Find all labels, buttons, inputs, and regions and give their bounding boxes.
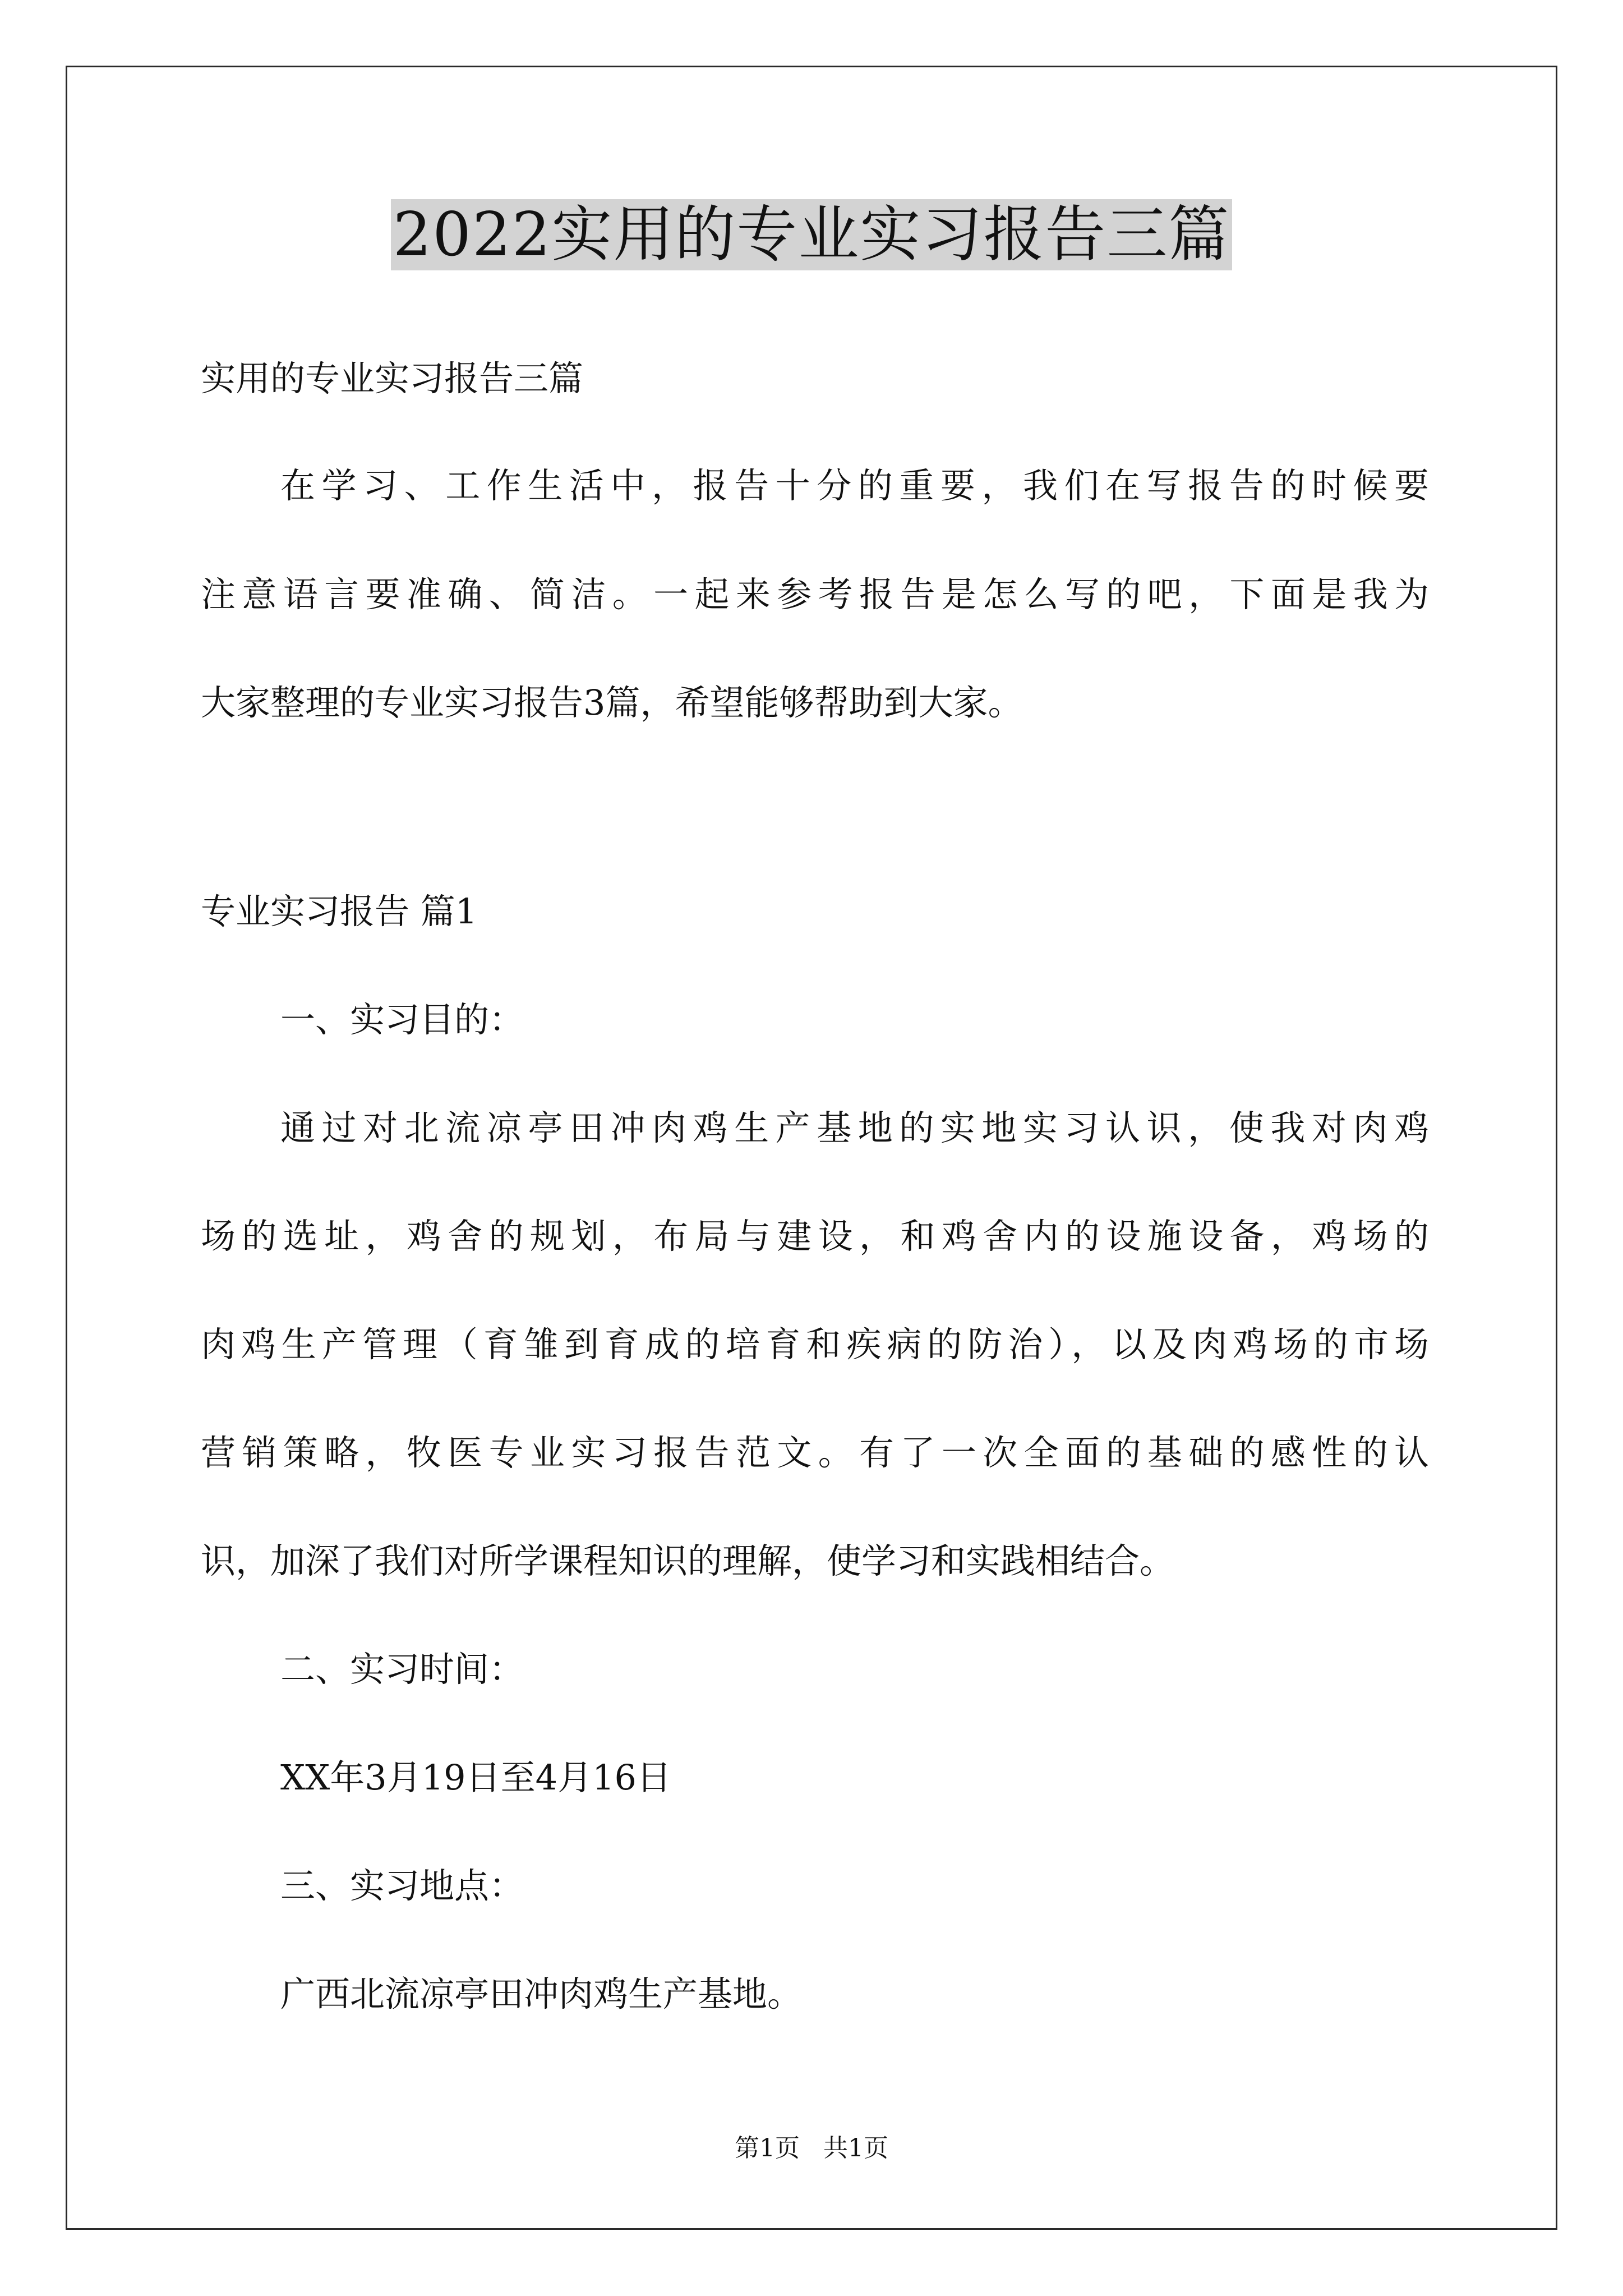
purpose-line-3: 肉鸡生产管理（育雏到育成的培育和疾病的防治），以及肉鸡场的市场 [201, 1324, 1429, 1365]
document-title: 2022实用的专业实习报告三篇 [391, 199, 1233, 270]
purpose-line-4: 营销策略，牧医专业实习报告范文。有了一次全面的基础的感性的认 [201, 1432, 1429, 1473]
time-value: XX年3月19日至4月16日 [280, 1757, 671, 1798]
place-heading: 三、实习地点： [280, 1865, 524, 1906]
intro-line-1: 在学习、工作生活中，报告十分的重要，我们在写报告的时候要 [280, 465, 1429, 506]
document-subtitle: 实用的专业实习报告三篇 [201, 358, 584, 399]
time-heading: 二、实习时间： [280, 1649, 524, 1690]
section-heading: 专业实习报告 篇1 [201, 891, 478, 932]
purpose-heading: 一、实习目的： [280, 999, 524, 1040]
title-container [0, 199, 1623, 270]
page-footer: 第1页 共1页 [735, 2134, 888, 2162]
purpose-line-1: 通过对北流凉亭田冲肉鸡生产基地的实地实习认识，使我对肉鸡 [280, 1107, 1429, 1148]
purpose-line-2: 场的选址，鸡舍的规划，布局与建设，和鸡舍内的设施设备，鸡场的 [201, 1216, 1429, 1257]
intro-line-2: 注意语言要准确、简洁。一起来参考报告是怎么写的吧，下面是我为 [201, 574, 1429, 615]
intro-line-3: 大家整理的专业实习报告3篇，希望能够帮助到大家。 [201, 682, 1023, 723]
place-value: 广西北流凉亭田冲肉鸡生产基地。 [280, 1973, 803, 2014]
purpose-line-5: 识，加深了我们对所学课程知识的理解，使学习和实践相结合。 [201, 1540, 1175, 1581]
